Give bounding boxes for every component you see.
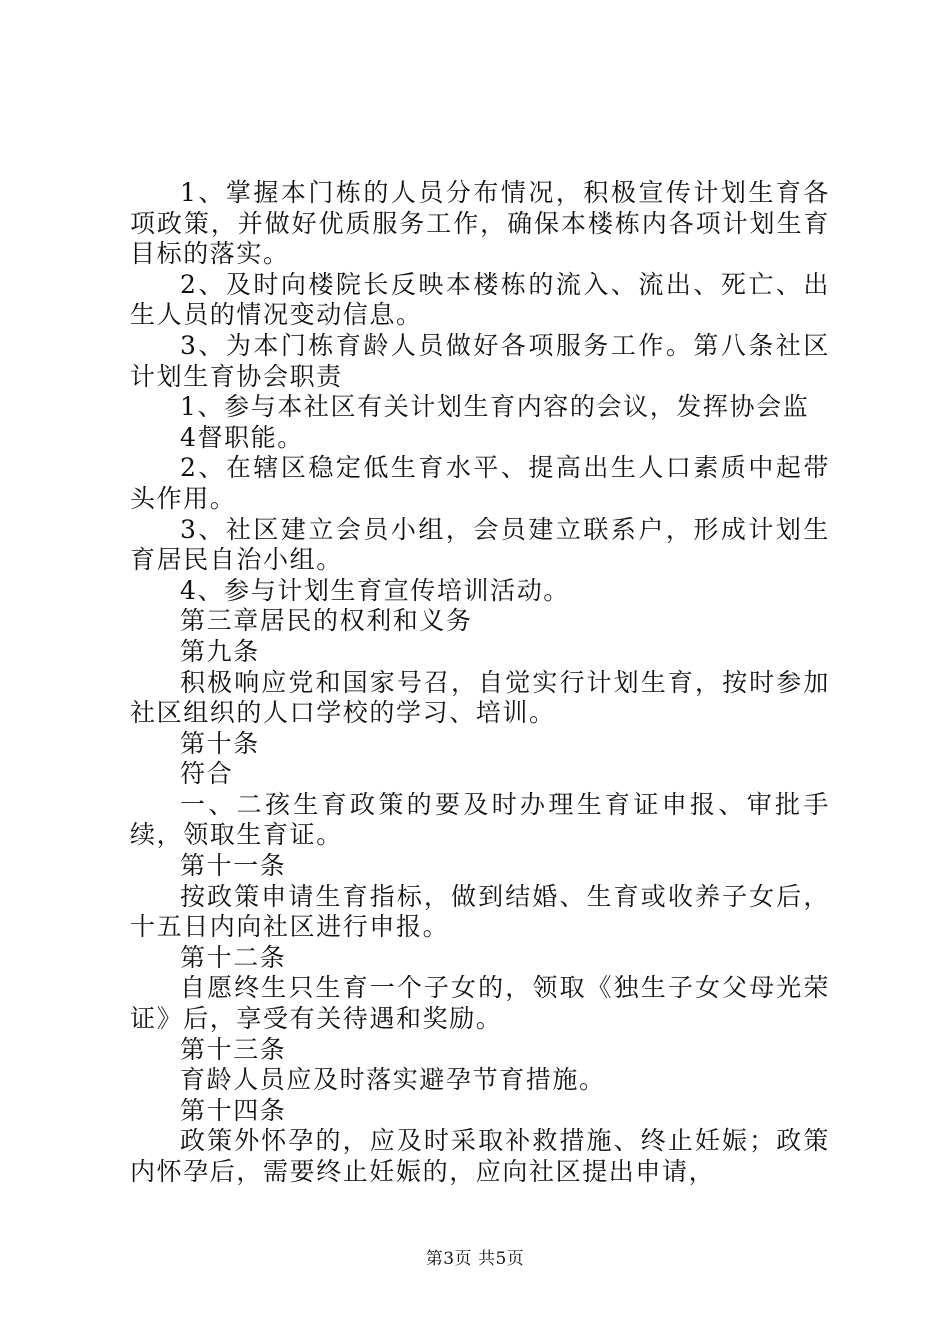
paragraph: 符合 [180, 759, 234, 789]
article-heading: 第十条 [180, 728, 260, 758]
paragraph: 积极响应党和国家号召，自觉实行计划生育，按时参加社区组织的人口学校的学习、培训。 [130, 667, 830, 728]
paragraph: 4督职能。 [180, 422, 304, 452]
article-heading: 第十二条 [180, 942, 287, 972]
paragraph: 一、二孩生育政策的要及时办理生育证申报、审批手续，领取生育证。 [130, 789, 830, 850]
paragraph: 政策外怀孕的，应及时采取补救措施、终止妊娠；政策内怀孕后，需要终止妊娠的，应向社区提出申请， [130, 1126, 830, 1186]
article-heading: 第十三条 [180, 1034, 287, 1064]
article-heading: 第九条 [180, 636, 260, 666]
paragraph: 按政策申请生育指标，做到结婚、生育或收养子女后，十五日内向社区进行申报。 [130, 881, 830, 942]
document-body [130, 178, 830, 1188]
page-number: 第3页 共5页 [425, 1249, 525, 1269]
paragraph: 3、为本门栋育龄人员做好各项服务工作。第八条社区计划生育协会职责 [130, 330, 830, 391]
article-heading: 第十四条 [180, 1095, 287, 1125]
paragraph: 4、参与计划生育宣传培训活动。 [180, 575, 570, 605]
paragraph: 2、及时向楼院长反映本楼栋的流入、流出、死亡、出生人员的情况变动信息。 [130, 269, 830, 330]
paragraph: 3、社区建立会员小组，会员建立联系户，形成计划生育居民自治小组。 [130, 514, 830, 575]
paragraph: 自愿终生只生育一个子女的，领取《独生子女父母光荣证》后，享受有关待遇和奖励。 [130, 973, 830, 1034]
paragraph: 1、掌握本门栋的人员分布情况，积极宣传计划生育各项政策，并做好优质服务工作，确保本楼栋内各项计划生育目标的落实。 [130, 178, 830, 269]
paragraph: 2、在辖区稳定低生育水平、提高出生人口素质中起带头作用。 [130, 453, 830, 513]
paragraph: 育龄人员应及时落实避孕节育措施。 [180, 1065, 606, 1095]
article-heading: 第十一条 [180, 851, 287, 881]
paragraph: 1、参与本社区有关计划生育内容的会议，发挥协会监 [180, 392, 810, 422]
chapter-heading: 第三章居民的权利和义务 [180, 606, 473, 636]
page-footer [0, 1244, 950, 1269]
